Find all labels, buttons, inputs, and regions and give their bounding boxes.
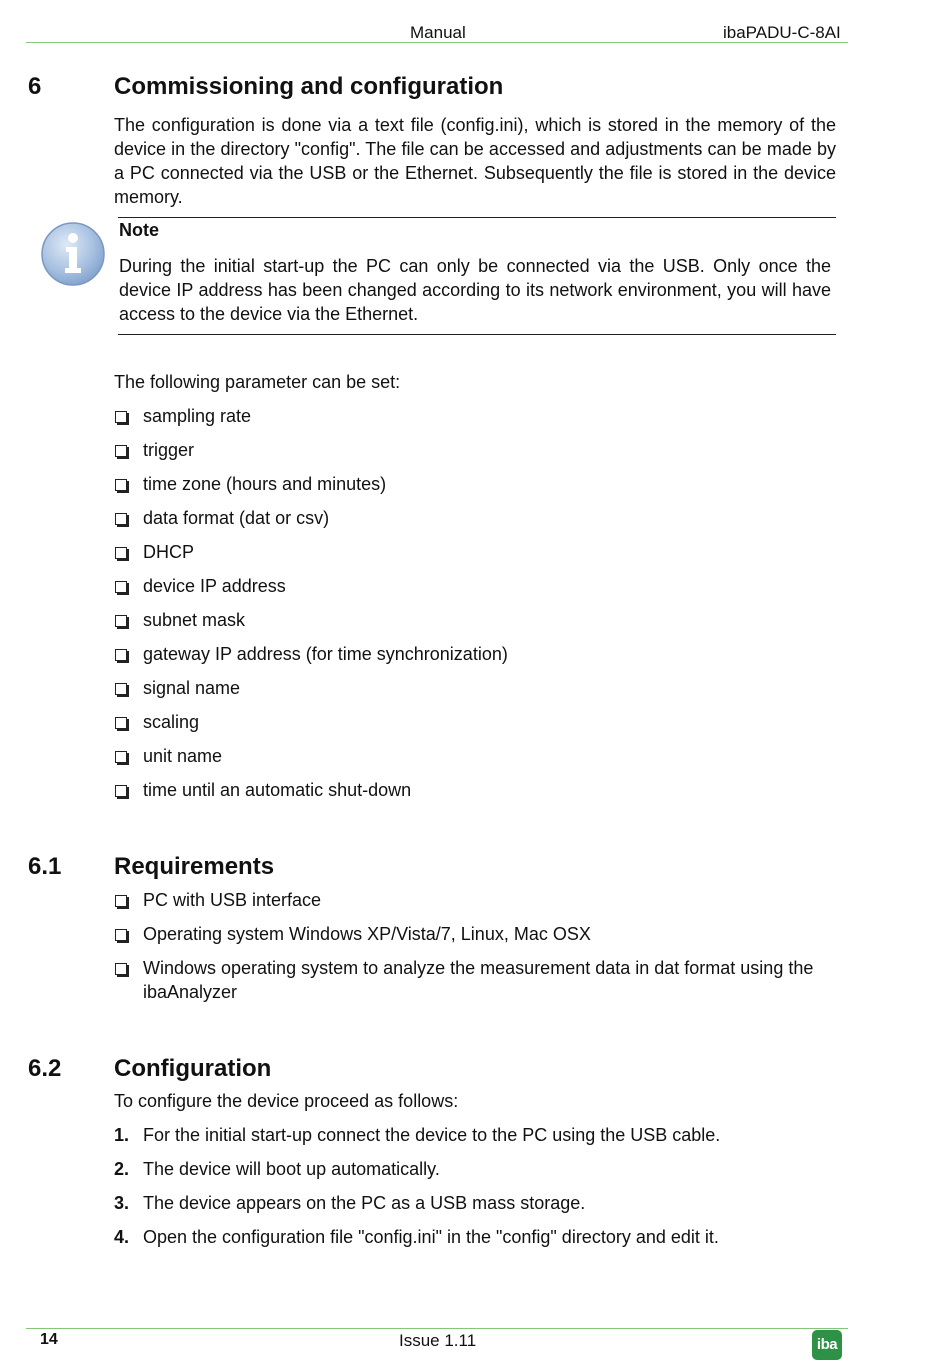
step-text: For the initial start-up connect the device to the PC using the USB cable. [143,1125,721,1145]
note-bottom-rule [118,334,836,335]
list-item-text: PC with USB interface [143,890,322,910]
configuration-steps [114,1123,836,1259]
header-product-name: ibaPADU-C-8AI [723,23,841,42]
list-item [114,1225,836,1259]
list-item-text: trigger [143,440,195,460]
list-item [114,956,814,1004]
step-text: The device will boot up automatically. [143,1159,440,1179]
list-item [114,608,836,642]
checkbox-bullet-icon [115,895,127,907]
list-item [114,438,836,472]
checkbox-bullet-icon [115,411,127,423]
note-top-rule [118,217,836,218]
header-manual: Manual [410,23,466,42]
list-item [114,676,836,710]
list-item-text: DHCP [143,542,195,562]
section-6-2-title: Configuration [114,1055,272,1082]
footer-rule [26,1328,848,1329]
checkbox-bullet-icon [115,785,127,797]
list-item [114,540,836,574]
parameter-list [114,404,836,812]
list-item-text: device IP address [143,576,286,596]
checkbox-bullet-icon [115,479,127,491]
info-icon [40,221,106,287]
section-6-intro: The configuration is done via a text file (config.ini), which is stored in the memory of the device in the directory "config". The file can be accessed and adjustments can be made by a PC connected via the USB or the Ethernet. Subsequently the file is stored in the device memory. [114,115,836,207]
list-item-text: subnet mask [143,610,246,630]
list-item-text: Windows operating system to analyze the measurement data in dat format using the ibaAnalyzer [143,958,814,1002]
list-item-text: time until an automatic shut-down [143,780,412,800]
step-number: 4. [114,1227,130,1247]
checkbox-bullet-icon [115,615,127,627]
checkbox-bullet-icon [115,547,127,559]
checkbox-bullet-icon [115,751,127,763]
section-6-1-title: Requirements [114,853,275,880]
list-item [114,404,836,438]
list-item-text: gateway IP address (for time synchronization) [143,644,508,664]
list-item [114,778,836,812]
list-item [114,642,836,676]
list-item-text: time zone (hours and minutes) [143,474,387,494]
list-item-text: signal name [143,678,241,698]
list-item [114,1123,836,1157]
list-item [114,710,836,744]
params-intro: The following parameter can be set: [114,372,401,392]
checkbox-bullet-icon [115,445,127,457]
checkbox-bullet-icon [115,581,127,593]
list-item [114,744,836,778]
section-6-2-intro: To configure the device proceed as follows: [114,1091,459,1111]
list-item [114,574,836,608]
section-6-1-number: 6.1 [28,853,62,880]
step-number: 2. [114,1159,130,1179]
step-number: 3. [114,1193,130,1213]
note-title: Note [119,220,159,240]
section-6-2-number: 6.2 [28,1055,62,1082]
list-item [114,922,814,956]
note-text: During the initial start-up the PC can only be connected via the USB. Only once the device IP address has been changed according to its network environment, you will have access to the device via the Ethernet. [119,256,831,324]
list-item [114,472,836,506]
section-6-title: Commissioning and configuration [114,73,504,100]
checkbox-bullet-icon [115,717,127,729]
step-text: The device appears on the PC as a USB mass storage. [143,1193,586,1213]
step-number: 1. [114,1125,130,1145]
iba-logo: iba [812,1330,842,1360]
list-item-text: data format (dat or csv) [143,508,330,528]
list-item [114,1157,836,1191]
requirements-list [114,888,814,1004]
list-item-text: sampling rate [143,406,252,426]
page-number: 14 [40,1331,58,1348]
checkbox-bullet-icon [115,929,127,941]
list-item-text: Operating system Windows XP/Vista/7, Linux, Mac OSX [143,924,591,944]
list-item [114,1191,836,1225]
header-rule [26,42,848,43]
checkbox-bullet-icon [115,513,127,525]
checkbox-bullet-icon [115,683,127,695]
list-item-text: scaling [143,712,200,732]
issue-label: Issue 1.11 [399,1331,477,1350]
checkbox-bullet-icon [115,963,127,975]
section-6-number: 6 [28,73,42,100]
list-item-text: unit name [143,746,223,766]
list-item [114,888,814,922]
list-item [114,506,836,540]
checkbox-bullet-icon [115,649,127,661]
step-text: Open the configuration file "config.ini" in the "config" directory and edit it. [143,1227,719,1247]
